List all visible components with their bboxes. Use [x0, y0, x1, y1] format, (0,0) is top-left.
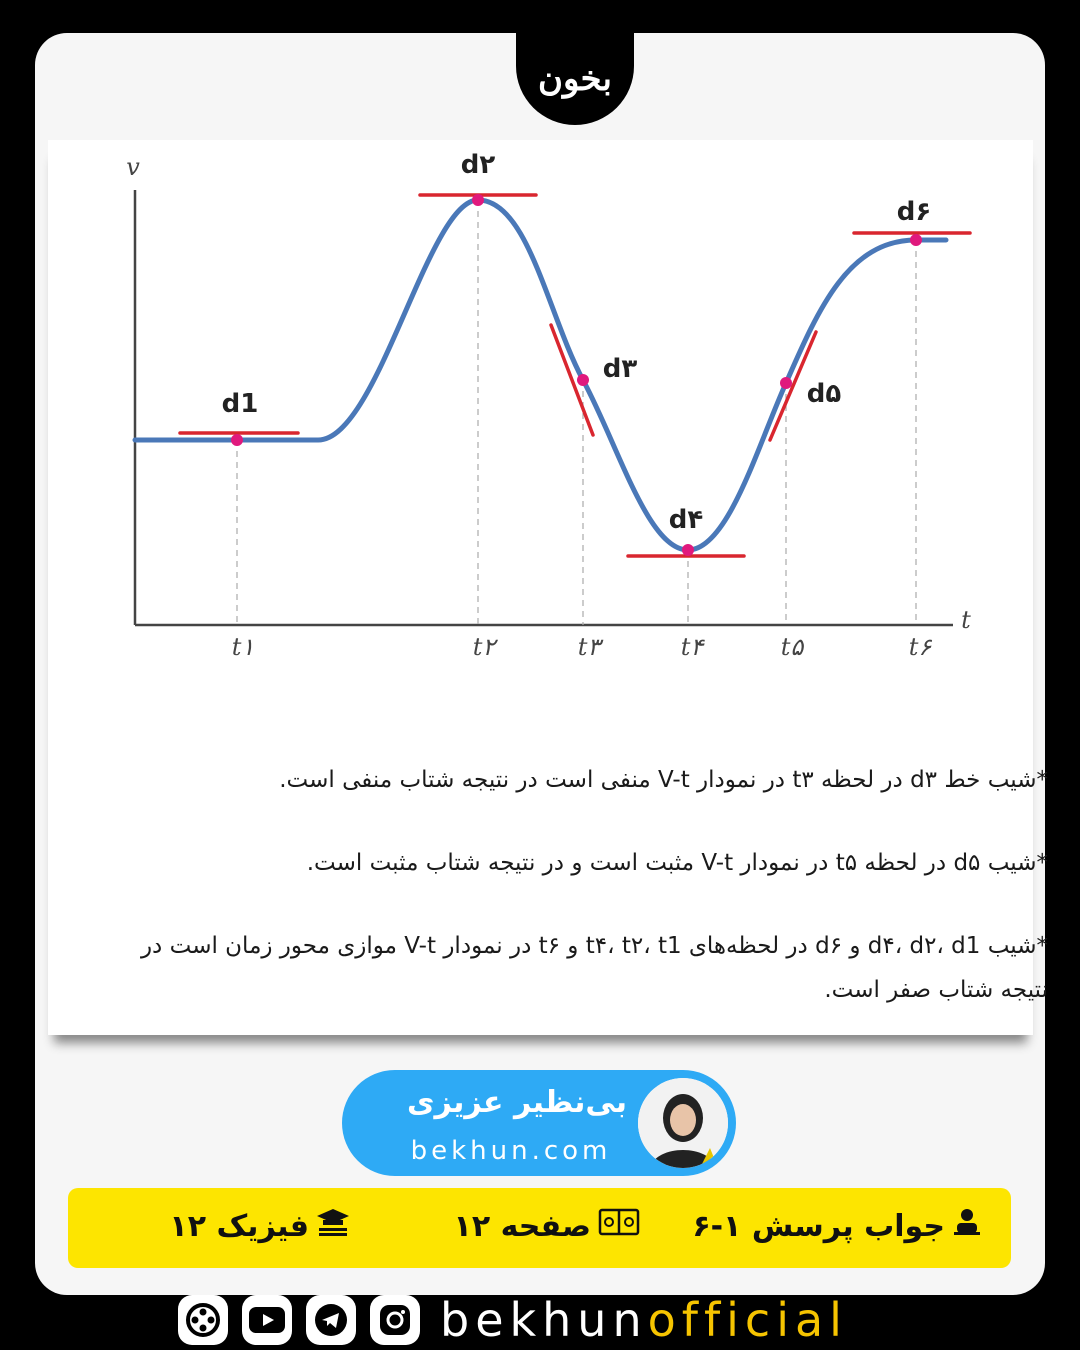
label-d6: d۶ [896, 197, 932, 227]
label-d4: d۴ [668, 505, 704, 535]
tick-t5: t۵ [780, 633, 804, 661]
tangent-lines [180, 195, 970, 556]
subject-label: فیزیک ۱۲ [169, 1208, 309, 1244]
point-d2 [472, 194, 484, 206]
teacher-icon [951, 1206, 983, 1246]
page-info [454, 1206, 641, 1246]
tick-t1: t۱ [231, 633, 255, 661]
film-reel-icon[interactable] [178, 1295, 228, 1345]
tick-t6: t۶ [908, 633, 932, 661]
teacher-name: بی‌نظیر عزیزی [406, 1085, 628, 1120]
point-d6 [910, 234, 922, 246]
instagram-icon[interactable] [370, 1295, 420, 1345]
y-axis-label: v [126, 153, 140, 181]
telegram-icon[interactable] [306, 1295, 356, 1345]
graduation-icon [315, 1206, 351, 1246]
youtube-icon[interactable] [242, 1295, 292, 1345]
brand-part1: bekhun [440, 1293, 648, 1347]
velocity-time-chart [48, 140, 1033, 700]
brand-handle[interactable] [440, 1293, 848, 1347]
brand-logo [516, 33, 634, 125]
tick-t3: t۳ [577, 633, 601, 661]
point-d5 [780, 377, 792, 389]
label-d5: d۵ [806, 379, 842, 409]
info-bar [68, 1188, 1011, 1268]
point-d4 [682, 544, 694, 556]
tick-t2: t۲ [472, 633, 496, 661]
question-label: جواب پرسش ۱-۶ [692, 1208, 945, 1244]
content-panel [48, 140, 1048, 1035]
x-axis-label: t [961, 606, 971, 634]
tangent-points [231, 194, 922, 556]
teacher-site[interactable]: bekhun.com [410, 1136, 612, 1166]
point-d1 [231, 434, 243, 446]
tick-t4: t۴ [680, 633, 704, 661]
point-d3 [577, 374, 589, 386]
brand-part2: official [647, 1293, 848, 1347]
question-info [692, 1206, 983, 1246]
label-d3: d۳ [602, 354, 638, 384]
avatar [638, 1078, 728, 1168]
guide-lines [237, 200, 916, 625]
social-footer [178, 1292, 848, 1348]
note-zero-slope: *شیب d۴، d۲، d1 و d۶ در لحظه‌های t۴، t۲، t1 و t۶ در نمودار V-t موازی محور زمان است در نتیجه شتاب صفر است. [140, 933, 1048, 1003]
teacher-badge[interactable] [342, 1070, 736, 1176]
label-d2: d۲ [460, 150, 496, 180]
book-icon [597, 1206, 641, 1246]
logo-text: بخون [538, 59, 612, 99]
label-d1: d1 [221, 389, 259, 419]
note-d5: *شیب d۵ در لحظه t۵ در نمودار V-t مثبت است و در نتیجه شتاب مثبت است. [306, 850, 1048, 876]
velocity-curve [135, 200, 946, 550]
note-d3: *شیب خط d۳ در لحظه t۳ در نمودار V-t منفی است در نتیجه شتاب منفی است. [279, 767, 1048, 793]
page-label: صفحه ۱۲ [453, 1208, 591, 1244]
subject-info [169, 1206, 351, 1246]
